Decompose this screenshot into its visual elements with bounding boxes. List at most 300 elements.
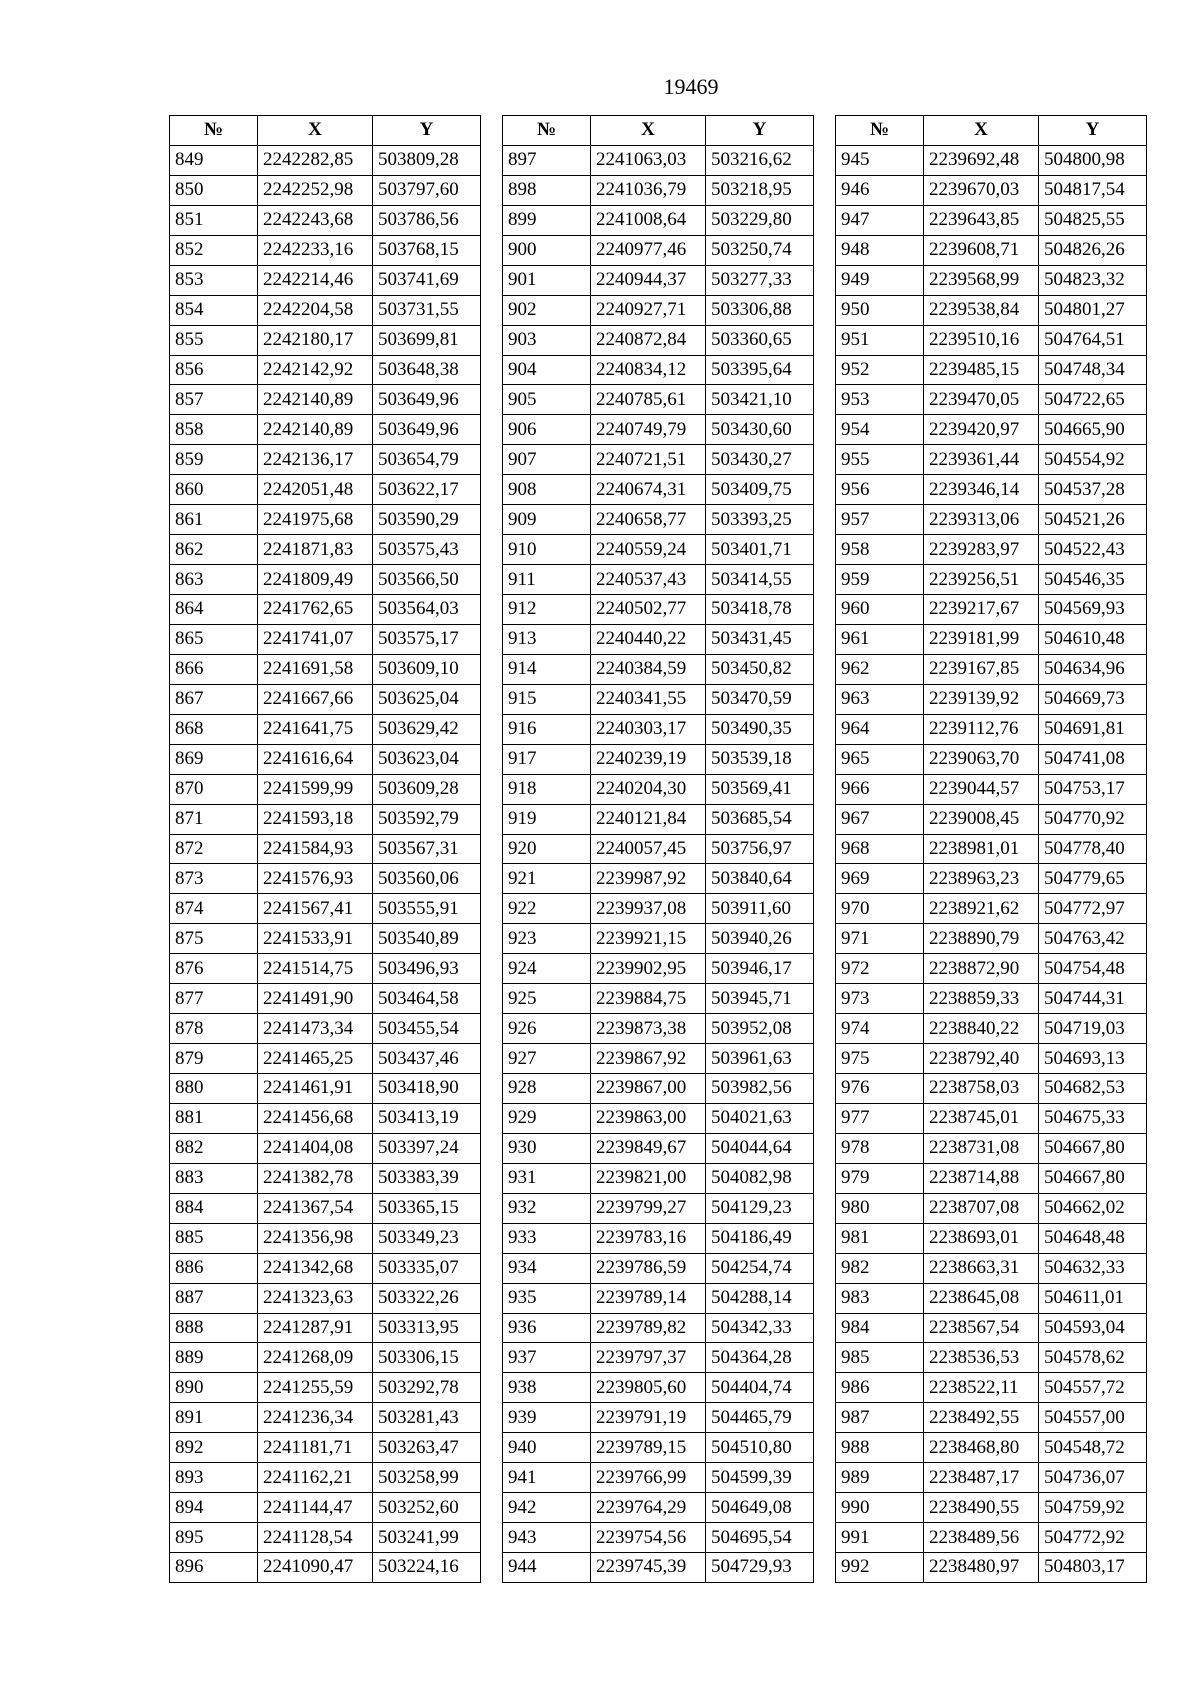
table-row <box>503 565 814 595</box>
cell-x: 2242180,17 <box>258 325 373 355</box>
cell-number: 991 <box>836 1523 924 1553</box>
cell-x: 2239361,44 <box>924 445 1039 475</box>
cell-number: 927 <box>503 1044 591 1074</box>
cell-number: 900 <box>503 235 591 265</box>
cell-y: 504254,74 <box>706 1253 814 1283</box>
cell-x: 2238840,22 <box>924 1014 1039 1044</box>
cell-y: 503277,33 <box>706 265 814 295</box>
table-row <box>503 535 814 565</box>
cell-y: 503566,50 <box>373 565 481 595</box>
cell-y: 504632,33 <box>1039 1253 1147 1283</box>
table-row <box>836 744 1147 774</box>
cell-y: 503609,28 <box>373 774 481 804</box>
cell-y: 504021,63 <box>706 1103 814 1133</box>
table-row <box>170 1493 481 1523</box>
table-row <box>836 1193 1147 1223</box>
cell-x: 2238890,79 <box>924 924 1039 954</box>
cell-x: 2242142,92 <box>258 355 373 385</box>
cell-x: 2241287,91 <box>258 1313 373 1343</box>
cell-y: 503335,07 <box>373 1253 481 1283</box>
cell-x: 2239643,85 <box>924 205 1039 235</box>
table-row <box>503 1373 814 1403</box>
table-row <box>503 445 814 475</box>
cell-x: 2240121,84 <box>591 804 706 834</box>
cell-x: 2239987,92 <box>591 864 706 894</box>
cell-y: 504744,31 <box>1039 984 1147 1014</box>
cell-y: 503961,63 <box>706 1044 814 1074</box>
cell-number: 899 <box>503 205 591 235</box>
cell-number: 976 <box>836 1074 924 1104</box>
cell-number: 975 <box>836 1044 924 1074</box>
table-row <box>503 1253 814 1283</box>
cell-number: 987 <box>836 1403 924 1433</box>
table-header-row <box>503 116 814 146</box>
cell-y: 504342,33 <box>706 1313 814 1343</box>
cell-y: 503418,78 <box>706 595 814 625</box>
cell-x: 2238468,80 <box>924 1433 1039 1463</box>
cell-x: 2240204,30 <box>591 774 706 804</box>
cell-x: 2240785,61 <box>591 385 706 415</box>
cell-x: 2241975,68 <box>258 505 373 535</box>
cell-x: 2241576,93 <box>258 864 373 894</box>
cell-y: 503229,80 <box>706 205 814 235</box>
cell-number: 862 <box>170 535 258 565</box>
cell-x: 2241144,47 <box>258 1493 373 1523</box>
cell-number: 960 <box>836 595 924 625</box>
cell-y: 504825,55 <box>1039 205 1147 235</box>
cell-x: 2238707,08 <box>924 1193 1039 1223</box>
cell-x: 2239754,56 <box>591 1523 706 1553</box>
cell-x: 2241473,34 <box>258 1014 373 1044</box>
table-row <box>170 1223 481 1253</box>
cell-x: 2239867,00 <box>591 1074 706 1104</box>
cell-x: 2240341,55 <box>591 684 706 714</box>
cell-x: 2239902,95 <box>591 954 706 984</box>
cell-number: 917 <box>503 744 591 774</box>
cell-y: 503567,31 <box>373 834 481 864</box>
table-row <box>503 1403 814 1433</box>
cell-number: 853 <box>170 265 258 295</box>
cell-x: 2240559,24 <box>591 535 706 565</box>
cell-x: 2241533,91 <box>258 924 373 954</box>
cell-number: 911 <box>503 565 591 595</box>
table-row <box>836 1313 1147 1343</box>
cell-x: 2238859,33 <box>924 984 1039 1014</box>
cell-number: 889 <box>170 1343 258 1373</box>
cell-x: 2242214,46 <box>258 265 373 295</box>
cell-number: 946 <box>836 175 924 205</box>
cell-number: 879 <box>170 1044 258 1074</box>
cell-x: 2241090,47 <box>258 1553 373 1583</box>
cell-x: 2238792,40 <box>924 1044 1039 1074</box>
cell-x: 2238490,55 <box>924 1493 1039 1523</box>
table-row <box>503 774 814 804</box>
cell-x: 2241181,71 <box>258 1433 373 1463</box>
cell-y: 503786,56 <box>373 205 481 235</box>
cell-number: 876 <box>170 954 258 984</box>
cell-y: 503414,55 <box>706 565 814 595</box>
cell-number: 939 <box>503 1403 591 1433</box>
cell-y: 503395,64 <box>706 355 814 385</box>
cell-number: 932 <box>503 1193 591 1223</box>
cell-number: 953 <box>836 385 924 415</box>
cell-x: 2241593,18 <box>258 804 373 834</box>
cell-x: 2238758,03 <box>924 1074 1039 1104</box>
cell-x: 2240057,45 <box>591 834 706 864</box>
cell-number: 881 <box>170 1103 258 1133</box>
cell-number: 920 <box>503 834 591 864</box>
cell-number: 992 <box>836 1553 924 1583</box>
table-row <box>503 1463 814 1493</box>
cell-y: 503360,65 <box>706 325 814 355</box>
cell-number: 858 <box>170 415 258 445</box>
cell-y: 503430,27 <box>706 445 814 475</box>
table-row <box>503 984 814 1014</box>
cell-number: 990 <box>836 1493 924 1523</box>
cell-number: 891 <box>170 1403 258 1433</box>
table-row <box>503 205 814 235</box>
cell-x: 2241342,68 <box>258 1253 373 1283</box>
cell-x: 2239420,97 <box>924 415 1039 445</box>
cell-x: 2240674,31 <box>591 475 706 505</box>
table-row <box>836 654 1147 684</box>
coordinates-table-1 <box>169 115 481 1583</box>
cell-y: 504779,65 <box>1039 864 1147 894</box>
cell-y: 503731,55 <box>373 295 481 325</box>
cell-number: 871 <box>170 804 258 834</box>
cell-number: 964 <box>836 714 924 744</box>
cell-y: 504648,48 <box>1039 1223 1147 1253</box>
cell-number: 887 <box>170 1283 258 1313</box>
cell-number: 907 <box>503 445 591 475</box>
cell-y: 503252,60 <box>373 1493 481 1523</box>
cell-x: 2239797,37 <box>591 1343 706 1373</box>
cell-y: 503413,19 <box>373 1103 481 1133</box>
cell-number: 984 <box>836 1313 924 1343</box>
cell-x: 2241404,08 <box>258 1133 373 1163</box>
cell-number: 977 <box>836 1103 924 1133</box>
cell-x: 2240303,17 <box>591 714 706 744</box>
table-row <box>170 1283 481 1313</box>
cell-y: 504662,02 <box>1039 1193 1147 1223</box>
cell-y: 504521,26 <box>1039 505 1147 535</box>
cell-number: 864 <box>170 595 258 625</box>
cell-y: 503401,71 <box>706 535 814 565</box>
cell-x: 2241008,64 <box>591 205 706 235</box>
table-row <box>170 1523 481 1553</box>
cell-x: 2239884,75 <box>591 984 706 1014</box>
table-row <box>836 355 1147 385</box>
cell-number: 924 <box>503 954 591 984</box>
cell-number: 874 <box>170 894 258 924</box>
cell-y: 503224,16 <box>373 1553 481 1583</box>
table-row <box>170 624 481 654</box>
cell-x: 2239217,67 <box>924 595 1039 625</box>
cell-x: 2241871,83 <box>258 535 373 565</box>
cell-y: 504722,65 <box>1039 385 1147 415</box>
cell-x: 2242243,68 <box>258 205 373 235</box>
cell-number: 908 <box>503 475 591 505</box>
cell-number: 973 <box>836 984 924 1014</box>
cell-y: 504288,14 <box>706 1283 814 1313</box>
table-row <box>503 1313 814 1343</box>
cell-y: 503623,04 <box>373 744 481 774</box>
column-header-y: Y <box>1039 116 1147 146</box>
cell-x: 2241236,34 <box>258 1403 373 1433</box>
table-row <box>836 1074 1147 1104</box>
cell-x: 2242136,17 <box>258 445 373 475</box>
cell-y: 503349,23 <box>373 1223 481 1253</box>
table-row <box>170 744 481 774</box>
cell-y: 503322,26 <box>373 1283 481 1313</box>
cell-x: 2239470,05 <box>924 385 1039 415</box>
cell-x: 2239873,38 <box>591 1014 706 1044</box>
table-row <box>170 834 481 864</box>
cell-x: 2241741,07 <box>258 624 373 654</box>
cell-x: 2240749,79 <box>591 415 706 445</box>
cell-y: 504537,28 <box>1039 475 1147 505</box>
table-row <box>836 175 1147 205</box>
cell-number: 898 <box>503 175 591 205</box>
cell-y: 504404,74 <box>706 1373 814 1403</box>
table-row <box>836 624 1147 654</box>
cell-number: 870 <box>170 774 258 804</box>
table-row <box>836 834 1147 864</box>
cell-x: 2240440,22 <box>591 624 706 654</box>
column-header-y: Y <box>373 116 481 146</box>
cell-number: 901 <box>503 265 591 295</box>
cell-number: 937 <box>503 1343 591 1373</box>
cell-y: 504082,98 <box>706 1163 814 1193</box>
table-row <box>836 535 1147 565</box>
table-row <box>836 1553 1147 1583</box>
cell-y: 503250,74 <box>706 235 814 265</box>
cell-y: 503540,89 <box>373 924 481 954</box>
cell-y: 503797,60 <box>373 175 481 205</box>
cell-number: 855 <box>170 325 258 355</box>
cell-y: 503592,79 <box>373 804 481 834</box>
table-row <box>836 1343 1147 1373</box>
cell-y: 503648,38 <box>373 355 481 385</box>
cell-x: 2239799,27 <box>591 1193 706 1223</box>
table-row <box>836 205 1147 235</box>
cell-number: 983 <box>836 1283 924 1313</box>
table-row <box>836 984 1147 1014</box>
cell-number: 986 <box>836 1373 924 1403</box>
table-row <box>170 355 481 385</box>
cell-y: 504803,17 <box>1039 1553 1147 1583</box>
cell-number: 930 <box>503 1133 591 1163</box>
cell-number: 969 <box>836 864 924 894</box>
cell-y: 503756,97 <box>706 834 814 864</box>
cell-x: 2240537,43 <box>591 565 706 595</box>
cell-y: 504667,80 <box>1039 1133 1147 1163</box>
cell-x: 2239821,00 <box>591 1163 706 1193</box>
table-row <box>170 1343 481 1373</box>
cell-number: 944 <box>503 1553 591 1583</box>
table-row <box>170 684 481 714</box>
cell-x: 2238981,01 <box>924 834 1039 864</box>
table-row <box>836 1493 1147 1523</box>
cell-y: 503241,99 <box>373 1523 481 1553</box>
cell-number: 954 <box>836 415 924 445</box>
cell-number: 857 <box>170 385 258 415</box>
table-row <box>170 145 481 175</box>
cell-number: 961 <box>836 624 924 654</box>
cell-y: 504800,98 <box>1039 145 1147 175</box>
cell-y: 504764,51 <box>1039 325 1147 355</box>
cell-number: 885 <box>170 1223 258 1253</box>
cell-number: 873 <box>170 864 258 894</box>
cell-number: 935 <box>503 1283 591 1313</box>
table-row <box>836 1133 1147 1163</box>
cell-y: 504741,08 <box>1039 744 1147 774</box>
table-row <box>503 1103 814 1133</box>
cell-y: 504823,32 <box>1039 265 1147 295</box>
cell-number: 980 <box>836 1193 924 1223</box>
cell-number: 884 <box>170 1193 258 1223</box>
cell-number: 890 <box>170 1373 258 1403</box>
cell-number: 895 <box>170 1523 258 1553</box>
table-row <box>170 1403 481 1433</box>
table-row <box>836 1163 1147 1193</box>
cell-y: 503560,06 <box>373 864 481 894</box>
cell-x: 2241367,54 <box>258 1193 373 1223</box>
table-row <box>836 954 1147 984</box>
table-row <box>836 1044 1147 1074</box>
cell-y: 504186,49 <box>706 1223 814 1253</box>
cell-number: 955 <box>836 445 924 475</box>
cell-y: 503397,24 <box>373 1133 481 1163</box>
cell-x: 2239608,71 <box>924 235 1039 265</box>
table-row <box>503 954 814 984</box>
cell-x: 2241268,09 <box>258 1343 373 1373</box>
cell-x: 2239283,97 <box>924 535 1039 565</box>
table-row <box>503 654 814 684</box>
table-row <box>836 1403 1147 1433</box>
cell-y: 504682,53 <box>1039 1074 1147 1104</box>
table-row <box>170 1463 481 1493</box>
column-header-number: № <box>170 116 258 146</box>
table-row <box>503 1493 814 1523</box>
cell-x: 2242233,16 <box>258 235 373 265</box>
cell-y: 503685,54 <box>706 804 814 834</box>
cell-number: 941 <box>503 1463 591 1493</box>
cell-x: 2239791,19 <box>591 1403 706 1433</box>
column-header-x: X <box>591 116 706 146</box>
table-row <box>503 1553 814 1583</box>
cell-x: 2239805,60 <box>591 1373 706 1403</box>
table-row <box>170 864 481 894</box>
cell-y: 504557,72 <box>1039 1373 1147 1403</box>
column-header-x: X <box>258 116 373 146</box>
cell-x: 2240721,51 <box>591 445 706 475</box>
cell-y: 503982,56 <box>706 1074 814 1104</box>
cell-number: 929 <box>503 1103 591 1133</box>
cell-x: 2238567,54 <box>924 1313 1039 1343</box>
table-row <box>836 595 1147 625</box>
cell-number: 919 <box>503 804 591 834</box>
table-row <box>836 505 1147 535</box>
cell-x: 2239789,82 <box>591 1313 706 1343</box>
table-row <box>503 804 814 834</box>
cell-number: 959 <box>836 565 924 595</box>
cell-y: 503216,62 <box>706 145 814 175</box>
table-row <box>836 145 1147 175</box>
table-row <box>503 385 814 415</box>
cell-y: 504569,93 <box>1039 595 1147 625</box>
table-row <box>503 295 814 325</box>
cell-y: 504759,92 <box>1039 1493 1147 1523</box>
cell-y: 504129,23 <box>706 1193 814 1223</box>
cell-number: 916 <box>503 714 591 744</box>
cell-y: 504770,92 <box>1039 804 1147 834</box>
table-row <box>170 205 481 235</box>
table-row <box>503 924 814 954</box>
cell-x: 2240834,12 <box>591 355 706 385</box>
cell-x: 2239256,51 <box>924 565 1039 595</box>
table-row <box>503 1074 814 1104</box>
table-row <box>836 864 1147 894</box>
cell-number: 971 <box>836 924 924 954</box>
cell-x: 2238714,88 <box>924 1163 1039 1193</box>
cell-x: 2239139,92 <box>924 684 1039 714</box>
cell-x: 2238872,90 <box>924 954 1039 984</box>
cell-x: 2241461,91 <box>258 1074 373 1104</box>
table-row <box>836 894 1147 924</box>
cell-y: 504826,26 <box>1039 235 1147 265</box>
cell-y: 503911,60 <box>706 894 814 924</box>
cell-x: 2241616,64 <box>258 744 373 774</box>
cell-y: 503218,95 <box>706 175 814 205</box>
cell-number: 968 <box>836 834 924 864</box>
cell-number: 893 <box>170 1463 258 1493</box>
cell-number: 854 <box>170 295 258 325</box>
cell-x: 2241128,54 <box>258 1523 373 1553</box>
table-row <box>836 295 1147 325</box>
cell-y: 503590,29 <box>373 505 481 535</box>
cell-x: 2241063,03 <box>591 145 706 175</box>
cell-x: 2241465,25 <box>258 1044 373 1074</box>
cell-y: 504554,92 <box>1039 445 1147 475</box>
cell-x: 2241567,41 <box>258 894 373 924</box>
table-row <box>836 1014 1147 1044</box>
cell-x: 2238745,01 <box>924 1103 1039 1133</box>
table-row <box>170 1074 481 1104</box>
table-row <box>836 1223 1147 1253</box>
cell-y: 503741,69 <box>373 265 481 295</box>
cell-number: 943 <box>503 1523 591 1553</box>
table-row <box>170 595 481 625</box>
table-row <box>170 654 481 684</box>
cell-y: 504465,79 <box>706 1403 814 1433</box>
cell-number: 850 <box>170 175 258 205</box>
cell-y: 503809,28 <box>373 145 481 175</box>
cell-y: 504675,33 <box>1039 1103 1147 1133</box>
table-row <box>503 1044 814 1074</box>
cell-number: 880 <box>170 1074 258 1104</box>
table-row <box>503 1223 814 1253</box>
cell-number: 967 <box>836 804 924 834</box>
table-row <box>170 1373 481 1403</box>
cell-x: 2239921,15 <box>591 924 706 954</box>
cell-number: 918 <box>503 774 591 804</box>
cell-number: 912 <box>503 595 591 625</box>
table-row <box>503 624 814 654</box>
cell-y: 503622,17 <box>373 475 481 505</box>
cell-number: 931 <box>503 1163 591 1193</box>
cell-number: 928 <box>503 1074 591 1104</box>
